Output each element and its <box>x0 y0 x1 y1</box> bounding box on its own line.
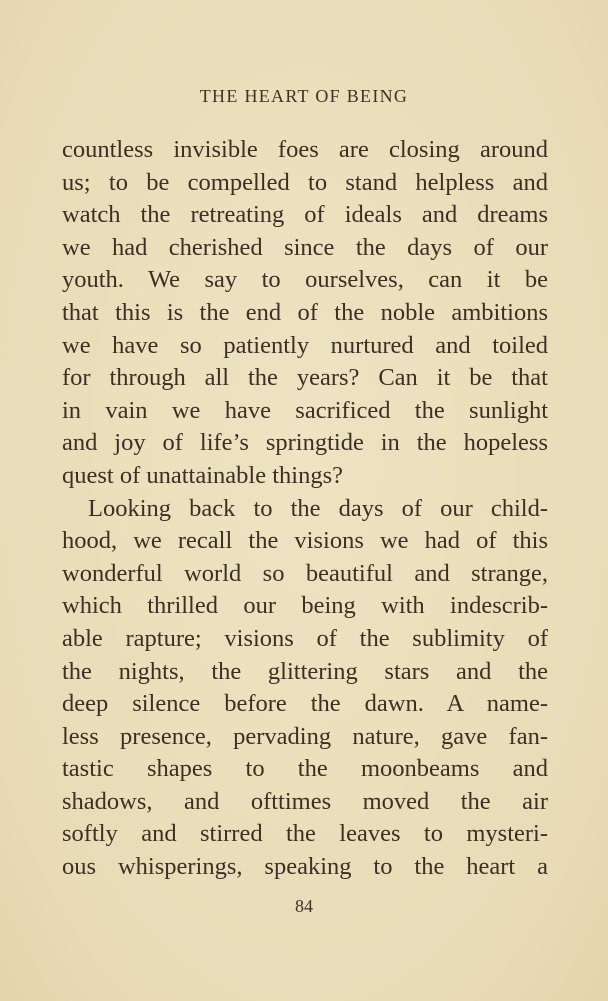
running-header: THE HEART OF BEING <box>199 86 409 106</box>
text-line-content: Looking back to the days of our child- <box>88 494 548 522</box>
text-line <box>62 656 548 689</box>
text-line-content: tastic shapes to the moonbeams and <box>62 755 548 783</box>
text-line <box>62 395 548 428</box>
text-line-content: hood, we recall the visions we had of this <box>62 527 548 555</box>
text-line <box>62 851 548 884</box>
text-line <box>62 460 548 493</box>
text-line <box>62 590 548 623</box>
text-line-content: countless invisible foes are closing around <box>62 136 548 163</box>
text-line <box>62 297 548 330</box>
text-line-content: less presence, pervading nature, gave fan- <box>62 722 548 750</box>
text-line-content: us; to be compelled to stand helpless and <box>62 168 548 196</box>
text-line-content: youth. We say to ourselves, can it be <box>62 266 548 294</box>
text-line-content: watch the retreating of ideals and dreams <box>62 201 548 229</box>
text-line <box>62 623 548 656</box>
text-line <box>62 721 548 754</box>
text-line <box>62 493 548 526</box>
text-line <box>62 167 548 200</box>
text-line-content: deep silence before the dawn. A name- <box>62 690 548 718</box>
text-line-content: shadows, and ofttimes moved the air <box>62 787 548 815</box>
text-line <box>62 427 548 460</box>
text-line <box>62 330 548 363</box>
text-line-content: quest of unattainable things? <box>62 461 343 489</box>
text-line <box>62 688 548 721</box>
text-line-content: in vain we have sacrificed the sunlight <box>62 396 548 424</box>
text-line-content: we had cherished since the days of our <box>62 233 548 261</box>
text-line-content: which thrilled our being with indescrib- <box>62 592 548 620</box>
text-line <box>62 264 548 297</box>
text-line-content: we have so patiently nurtured and toiled <box>62 331 548 359</box>
text-line-content: for through all the years? Can it be that <box>62 364 548 392</box>
page-number: 84 <box>295 896 313 916</box>
text-line <box>62 753 548 786</box>
text-line-content: able rapture; visions of the sublimity of <box>62 624 548 652</box>
text-line-content: wonderful world so beautiful and strange, <box>62 559 548 587</box>
text-line-content: softly and stirred the leaves to mysteri- <box>62 820 548 848</box>
text-line <box>62 134 548 167</box>
text-line-content: and joy of life’s springtide in the hopeless <box>62 429 548 457</box>
text-line-content: the nights, the glittering stars and the <box>62 657 548 685</box>
text-line <box>62 232 548 265</box>
text-line <box>62 525 548 558</box>
text-line <box>62 362 548 395</box>
text-line-content: that this is the end of the noble ambitions <box>62 298 548 326</box>
text-line <box>62 558 548 591</box>
text-line <box>62 199 548 232</box>
body-text <box>62 134 548 884</box>
text-line <box>62 818 548 851</box>
text-line-content: ous whisperings, speaking to the heart a <box>62 853 548 881</box>
text-line <box>62 786 548 819</box>
